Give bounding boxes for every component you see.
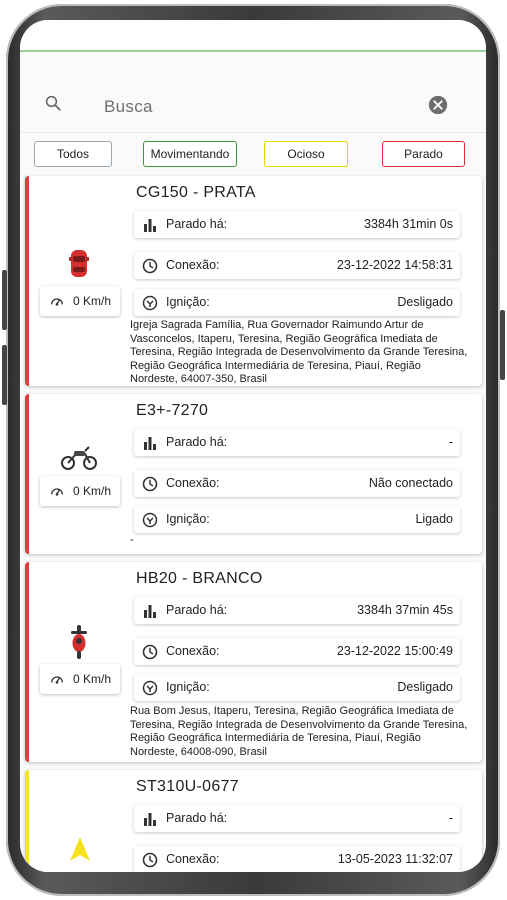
ignicao-label: Ignição: bbox=[166, 680, 210, 694]
power-button bbox=[500, 310, 505, 380]
ignition-icon bbox=[142, 680, 158, 696]
parado-value: - bbox=[448, 811, 453, 825]
status-bar bbox=[25, 394, 29, 554]
bar-chart-icon bbox=[142, 811, 158, 827]
conexao-value: Não conectado bbox=[368, 476, 453, 490]
conexao-value: 23-12-2022 15:00:49 bbox=[336, 644, 453, 658]
clock-icon bbox=[142, 644, 158, 660]
volume-button-2 bbox=[2, 345, 7, 405]
navigation-arrow-icon bbox=[69, 836, 91, 862]
conexao-row bbox=[134, 846, 460, 872]
filter-parado[interactable]: Parado bbox=[382, 141, 465, 167]
motorcycle-icon bbox=[59, 442, 99, 472]
conexao-value: 13-05-2023 11:32:07 bbox=[337, 852, 453, 866]
conexao-row bbox=[134, 638, 460, 665]
speedometer-icon bbox=[49, 671, 65, 687]
app-screen bbox=[20, 20, 486, 872]
vehicle-name: E3+-7270 bbox=[136, 402, 209, 419]
bar-chart-icon bbox=[142, 603, 158, 619]
vehicle-name: ST310U-0677 bbox=[136, 778, 239, 795]
status-bar bbox=[25, 176, 29, 386]
parado-label: Parado há: bbox=[166, 603, 228, 617]
clock-icon bbox=[142, 852, 158, 868]
parado-label: Parado há: bbox=[166, 811, 228, 825]
search-icon[interactable] bbox=[44, 94, 62, 112]
address-text: - bbox=[130, 534, 134, 546]
filter-todos[interactable]: Todos bbox=[34, 141, 112, 167]
parado-row bbox=[134, 597, 460, 624]
bar-chart-icon bbox=[142, 217, 158, 233]
top-strip bbox=[20, 20, 486, 52]
conexao-label: Conexão: bbox=[166, 258, 220, 272]
ignicao-label: Ignição: bbox=[166, 512, 210, 526]
parado-label: Parado há: bbox=[166, 435, 228, 449]
conexao-label: Conexão: bbox=[166, 476, 220, 490]
speed-badge bbox=[40, 476, 120, 506]
vehicle-name: CG150 - PRATA bbox=[136, 184, 256, 201]
clock-icon bbox=[142, 476, 158, 492]
ignition-icon bbox=[142, 295, 158, 311]
speedometer-icon bbox=[49, 293, 65, 309]
search-input[interactable] bbox=[102, 96, 406, 118]
speedometer-icon bbox=[49, 483, 65, 499]
parado-row bbox=[134, 805, 460, 832]
filter-movimentando[interactable]: Movimentando bbox=[143, 141, 237, 167]
conexao-label: Conexão: bbox=[166, 852, 220, 866]
clock-icon bbox=[142, 258, 158, 274]
address-text: Igreja Sagrada Família, Rua Governador Raimundo Artur de Vasconcelos, Itaperu, Teresina, Região Geográfica Imediata de Teresina, Região Integrada de Desenvolvimento da Grande Teresina, Região Geográfica Intermediária de Teresina, Piauí, Região Nordeste, 64007-350, Brasil bbox=[130, 319, 468, 385]
vehicle-card[interactable] bbox=[25, 562, 482, 762]
conexao-value: 23-12-2022 14:58:31 bbox=[336, 258, 453, 272]
vehicle-card[interactable] bbox=[25, 770, 482, 872]
car-icon bbox=[65, 246, 93, 280]
parado-value: 3384h 31min 0s bbox=[364, 217, 453, 231]
ignicao-row bbox=[134, 289, 460, 316]
ignicao-label: Ignição: bbox=[166, 295, 210, 309]
clear-icon[interactable] bbox=[428, 95, 448, 115]
speed-value: 0 Km/h bbox=[72, 484, 111, 498]
speed-value: 0 Km/h bbox=[72, 294, 111, 308]
filter-bar bbox=[20, 136, 486, 176]
ignition-icon bbox=[142, 512, 158, 528]
bar-chart-icon bbox=[142, 435, 158, 451]
conexao-row bbox=[134, 252, 460, 279]
speed-value: 0 Km/h bbox=[72, 672, 111, 686]
filter-ocioso[interactable]: Ocioso bbox=[264, 141, 348, 167]
ignicao-value: Desligado bbox=[397, 680, 453, 694]
search-bar bbox=[20, 60, 486, 133]
conexao-row bbox=[134, 470, 460, 497]
speed-badge bbox=[40, 664, 120, 694]
vehicle-name: HB20 - BRANCO bbox=[136, 570, 263, 587]
address-text: Rua Bom Jesus, Itaperu, Teresina, Região Geográfica Imediata de Teresina, Região Integrada de Desenvolvimento da Grande Teresina, Região Geográfica Intermediária de Teresina, Piauí, Região Nordeste, 64008-090, Brasil bbox=[130, 705, 468, 758]
parado-value: - bbox=[448, 435, 453, 449]
ignicao-value: Ligado bbox=[415, 512, 453, 526]
ignicao-row bbox=[134, 674, 460, 701]
motorcycle-top-icon bbox=[67, 624, 91, 660]
ignicao-row bbox=[134, 506, 460, 533]
status-bar bbox=[25, 770, 29, 872]
vehicle-card[interactable] bbox=[25, 394, 482, 554]
speed-badge bbox=[40, 286, 120, 316]
parado-label: Parado há: bbox=[166, 217, 228, 231]
ignicao-value: Desligado bbox=[397, 295, 453, 309]
parado-row bbox=[134, 211, 460, 238]
parado-value: 3384h 37min 45s bbox=[357, 603, 453, 617]
volume-button bbox=[2, 270, 7, 330]
conexao-label: Conexão: bbox=[166, 644, 220, 658]
parado-row bbox=[134, 429, 460, 456]
vehicle-card[interactable] bbox=[25, 176, 482, 386]
status-bar bbox=[25, 562, 29, 762]
